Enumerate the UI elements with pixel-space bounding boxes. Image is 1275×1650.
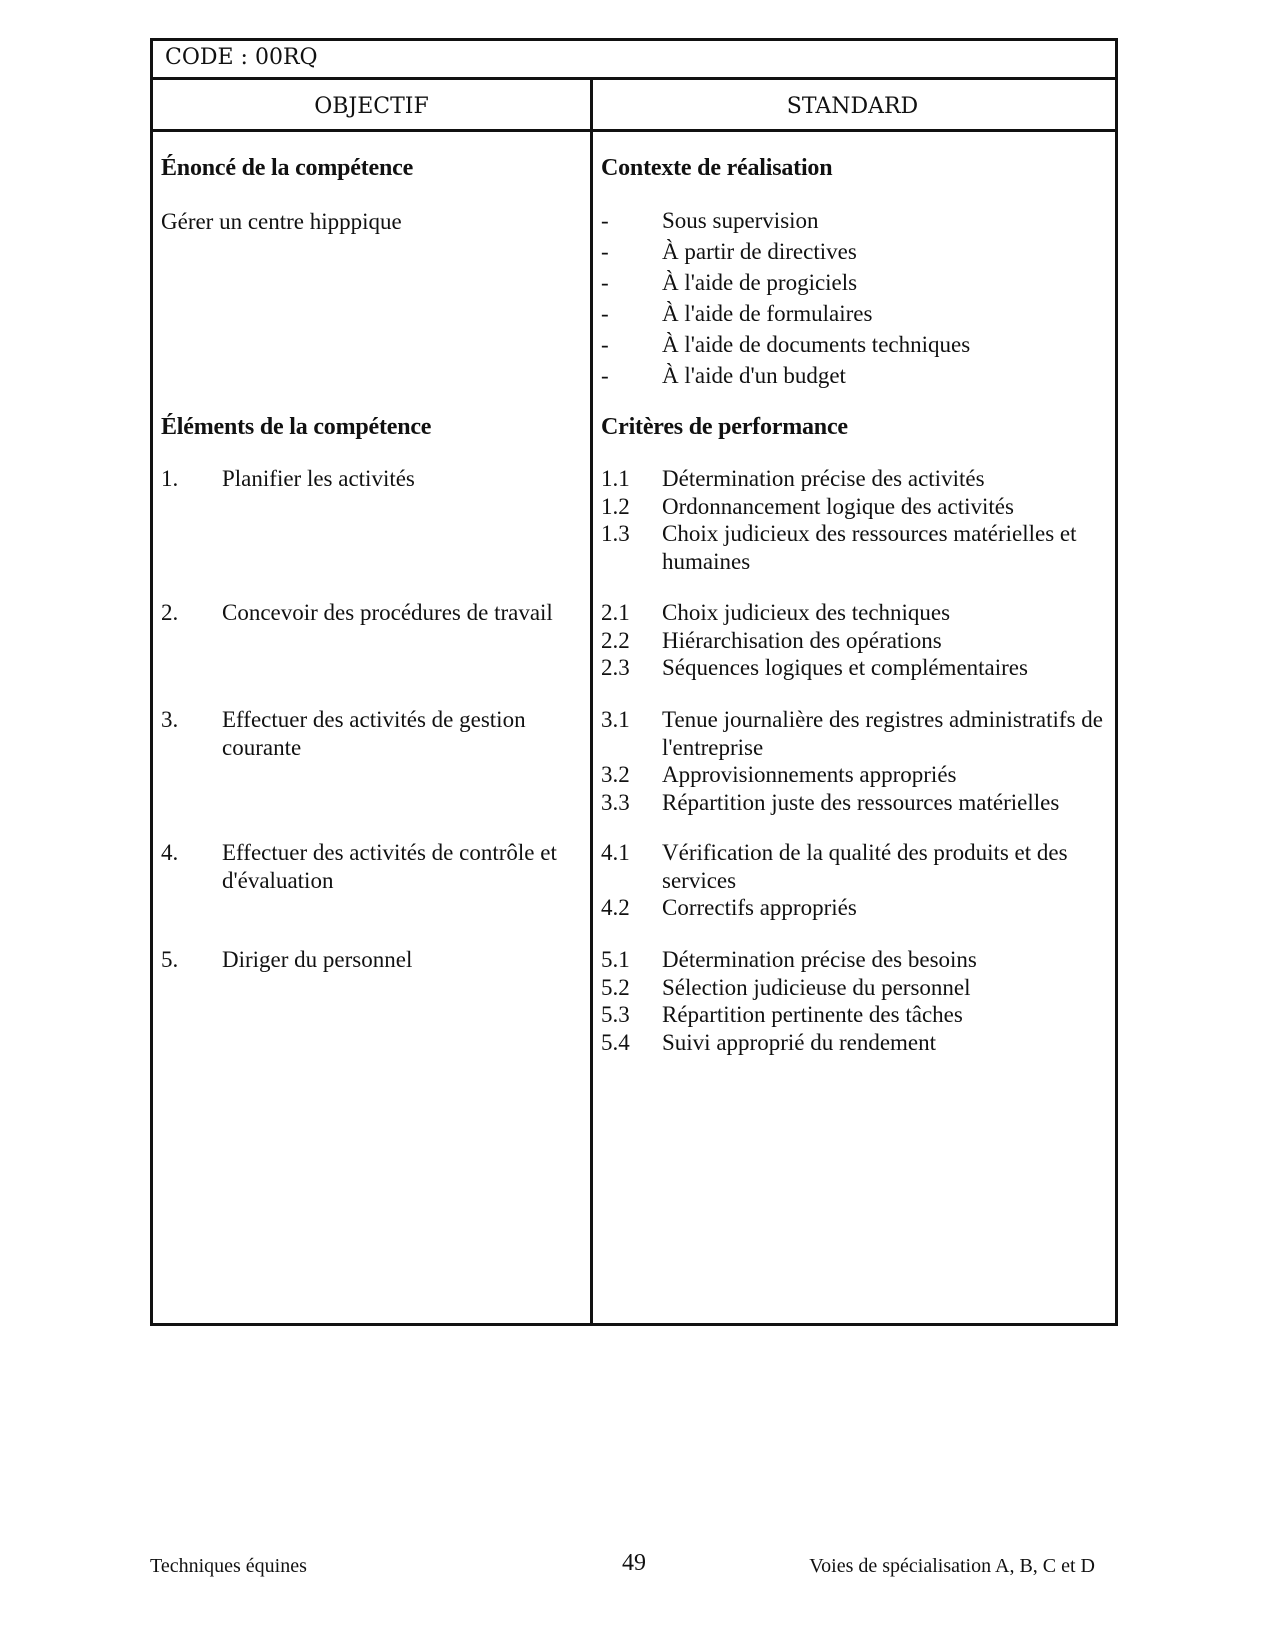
critere-text: Tenue journalière des registres administratifs de l'entreprise [662, 707, 1103, 760]
contexte-text: À partir de directives [662, 239, 857, 264]
critere-number: 5.4 [601, 1029, 630, 1055]
bullet: - [601, 270, 609, 295]
list-item [601, 761, 1105, 789]
contexte-text: À l'aide d'un budget [662, 363, 846, 388]
element-number: 5. [161, 947, 179, 972]
enonce-text: Gérer un centre hipppique [161, 209, 402, 234]
list-item [601, 329, 1105, 360]
critere-text: Sélection judicieuse du personnel [662, 974, 971, 1000]
footer-specialisation: Voies de spécialisation A, B, C et D [809, 1555, 1095, 1577]
critere-text: Choix judicieux des techniques [662, 600, 951, 625]
contexte-text: À l'aide de formulaires [662, 301, 873, 326]
list-item [601, 839, 1105, 894]
criteres-group-4 [601, 839, 1105, 922]
element-item [161, 706, 581, 762]
critere-text: Correctifs appropriés [662, 895, 857, 920]
element-number: 3. [161, 707, 179, 732]
critere-number: 4.1 [601, 840, 630, 865]
contexte-text: Sous supervision [662, 208, 819, 233]
critere-number: 3.3 [601, 789, 630, 815]
element-text: Effectuer des activités de contrôle et d'évaluation [222, 840, 557, 893]
list-item [601, 1029, 1105, 1057]
list-item [601, 789, 1105, 817]
list-item [601, 236, 1105, 267]
list-item [601, 706, 1105, 761]
element-text: Effectuer des activités de gestion courante [222, 707, 526, 760]
criteres-group-3 [601, 706, 1105, 816]
contexte-list [601, 205, 1105, 391]
elements-title: Éléments de la compétence [161, 414, 432, 440]
critere-text: Approvisionnements appropriés [662, 762, 957, 787]
footer-program: Techniques équines [150, 1555, 307, 1577]
competency-table [150, 38, 1118, 1326]
critere-text: Détermination précise des activités [662, 466, 985, 491]
list-item [601, 599, 1105, 627]
contexte-title: Contexte de réalisation [601, 155, 833, 181]
critere-text: Répartition pertinente des tâches [662, 1002, 963, 1027]
list-item [601, 654, 1105, 682]
element-item [161, 465, 581, 493]
element-text: Planifier les activités [222, 466, 415, 491]
critere-text: Suivi approprié du rendement [662, 1029, 937, 1055]
contexte-text: À l'aide de documents techniques [662, 332, 971, 357]
list-item [601, 974, 1105, 1002]
bullet: - [601, 363, 609, 388]
criteres-title: Critères de performance [601, 414, 848, 440]
bullet: - [601, 332, 609, 357]
list-item [601, 946, 1105, 974]
list-item [601, 267, 1105, 298]
enonce-title: Énoncé de la compétence [161, 155, 414, 181]
element-number: 1. [161, 466, 179, 491]
critere-number: 4.2 [601, 895, 630, 920]
page-number: 49 [622, 1550, 646, 1576]
standard-column [601, 132, 1105, 1323]
critere-number: 2.2 [601, 627, 630, 653]
critere-number: 1.2 [601, 493, 630, 519]
header-objectif: OBJECTIF [314, 94, 429, 119]
code-label: CODE : 00RQ [153, 41, 1115, 80]
objectif-column [161, 132, 581, 1323]
list-item [601, 360, 1105, 391]
element-text: Concevoir des procédures de travail [222, 600, 553, 625]
list-item [601, 627, 1105, 655]
critere-number: 5.3 [601, 1002, 630, 1027]
critere-text: Séquences logiques et complémentaires [662, 655, 1028, 680]
list-item [601, 205, 1105, 236]
list-item [601, 465, 1105, 493]
element-item [161, 839, 581, 895]
element-number: 2. [161, 600, 179, 625]
critere-text: Hiérarchisation des opérations [662, 627, 942, 653]
bullet: - [601, 239, 609, 264]
bullet: - [601, 301, 609, 326]
element-text: Diriger du personnel [222, 947, 413, 972]
critere-text: Répartition juste des ressources matérielles [662, 789, 1060, 815]
list-item [601, 894, 1105, 922]
bullet: - [601, 208, 609, 233]
list-item [601, 298, 1105, 329]
critere-number: 2.3 [601, 655, 630, 680]
header-standard: STANDARD [786, 94, 919, 119]
critere-number: 2.1 [601, 600, 630, 625]
element-item [161, 599, 581, 627]
column-divider [590, 80, 593, 1323]
critere-number: 1.3 [601, 521, 630, 546]
element-number: 4. [161, 840, 179, 865]
critere-number: 1.1 [601, 466, 630, 491]
contexte-text: À l'aide de progiciels [662, 270, 858, 295]
critere-text: Détermination précise des besoins [662, 947, 977, 972]
criteres-group-5 [601, 946, 1105, 1056]
criteres-group-1 [601, 465, 1105, 575]
header-row [153, 80, 1115, 132]
critere-text: Vérification de la qualité des produits et des services [662, 840, 1068, 893]
critere-text: Ordonnancement logique des activités [662, 493, 1014, 519]
list-item [601, 520, 1105, 575]
critere-text: Choix judicieux des ressources matérielles et humaines [662, 521, 1077, 574]
critere-number: 3.2 [601, 762, 630, 787]
critere-number: 5.1 [601, 947, 630, 972]
critere-number: 5.2 [601, 974, 630, 1000]
element-item [161, 946, 581, 974]
list-item [601, 1001, 1105, 1029]
list-item [601, 493, 1105, 521]
critere-number: 3.1 [601, 707, 630, 732]
criteres-group-2 [601, 599, 1105, 682]
